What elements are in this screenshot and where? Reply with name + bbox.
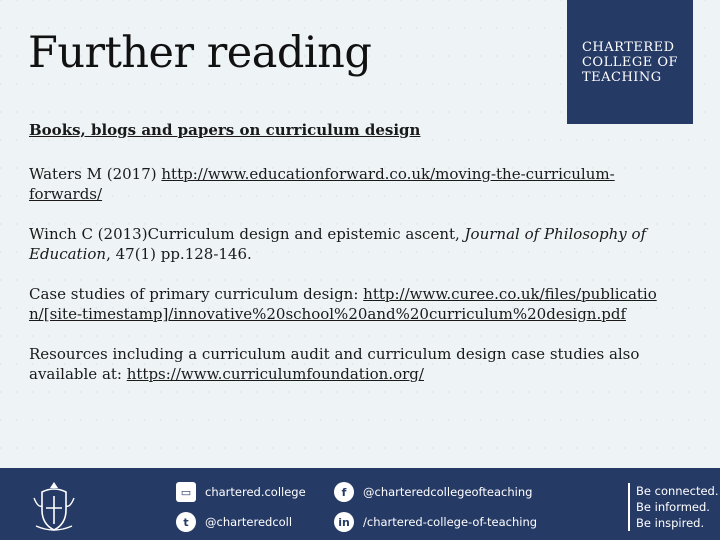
tagline: [628, 483, 720, 531]
reading-list: [29, 120, 669, 404]
journal-title: Journal of Philosophy of Education: [29, 225, 647, 263]
crest-icon: [28, 478, 80, 534]
twitter-text: @charteredcoll: [205, 515, 293, 529]
reference-link[interactable]: http://www.curee.co.uk/files/publication/[site-timestamp]/innovative%20school%20and%20curriculum%20design.pdf: [29, 285, 657, 323]
reference-text: Resources including a curriculum audit and curriculum design case studies also available at:: [29, 345, 640, 383]
linkedin-icon: in: [334, 512, 354, 532]
reference-text: Winch C (2013)Curriculum design and epistemic ascent,: [29, 225, 465, 243]
website-text: chartered.college: [205, 485, 306, 499]
facebook-text: @charteredcollegeofteaching: [363, 485, 533, 499]
reference-waters: [29, 164, 669, 204]
section-heading: Books, blogs and papers on curriculum design: [29, 121, 421, 139]
reference-link[interactable]: http://www.educationforward.co.uk/moving-the-curriculum-forwards/: [29, 165, 615, 203]
twitter-link[interactable]: [176, 512, 292, 532]
facebook-link[interactable]: [334, 482, 532, 502]
website-link[interactable]: [176, 482, 306, 502]
reference-link[interactable]: https://www.curriculumfoundation.org/: [126, 365, 424, 383]
reference-text: Waters M (2017): [29, 165, 162, 183]
college-logo: [567, 0, 693, 124]
tagline-line: Be informed.: [636, 500, 710, 514]
reference-text: Case studies of primary curriculum design:: [29, 285, 364, 303]
facebook-icon: f: [334, 482, 354, 502]
twitter-icon: t: [176, 512, 196, 532]
reference-details: , 47(1) pp.128-146.: [106, 245, 252, 263]
reference-winch: [29, 224, 669, 264]
reference-case-studies: [29, 284, 669, 324]
page-title: Further reading: [28, 28, 372, 78]
logo-text: CHARTERED COLLEGE OF TEACHING: [581, 39, 679, 85]
monitor-icon: ▭: [176, 482, 196, 502]
linkedin-link[interactable]: [334, 512, 537, 532]
linkedin-text: /chartered-college-of-teaching: [363, 515, 538, 529]
tagline-line: Be inspired.: [636, 516, 705, 530]
tagline-line: Be connected.: [636, 484, 719, 498]
reference-resources: [29, 344, 669, 384]
